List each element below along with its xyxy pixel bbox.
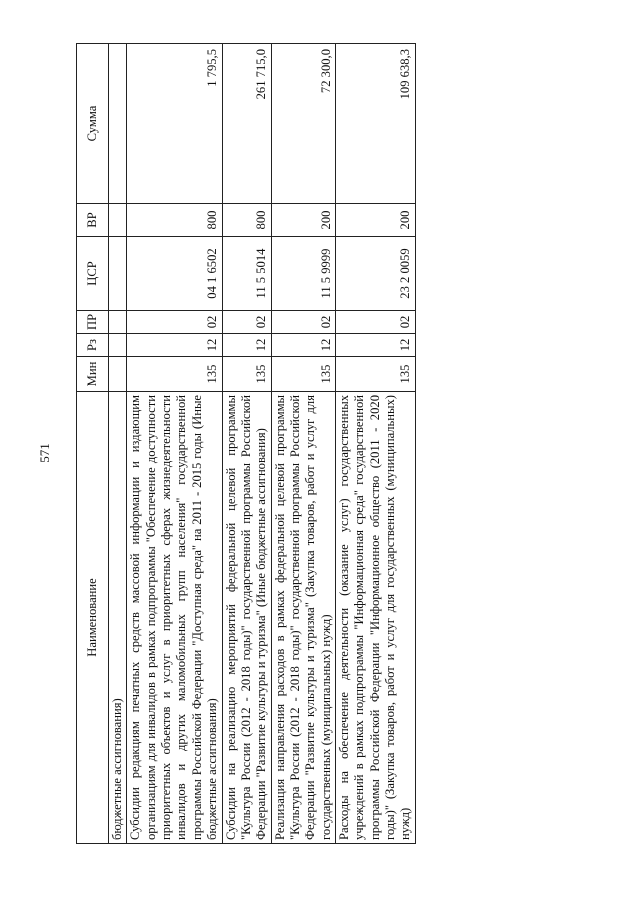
table-row [336,44,416,844]
header-pr: ПР [77,311,109,334]
row-csr: 04 1 6502 [127,237,222,311]
row-pr: 02 [222,311,271,334]
row-pr: 02 [271,311,335,334]
row-rz: 12 [222,334,271,357]
header-rz: Рз [77,334,109,357]
row-sum: 1 795,5 [127,44,222,204]
header-vr: ВР [77,204,109,237]
header-min: Мин [77,357,109,392]
row-csr: 23 2 0059 [336,237,416,311]
table-row [127,44,222,844]
budget-table-sheet [76,44,544,844]
row-min: 135 [222,357,271,392]
row-vr: 800 [222,204,271,237]
header-csr: ЦСР [77,237,109,311]
table-row [271,44,335,844]
row-rz: 12 [271,334,335,357]
row-sum: 72 300,0 [271,44,335,204]
budget-table [76,43,416,844]
row-min: 135 [271,357,335,392]
row-name: Субсидии на реализацию мероприятий федеральной целевой программы "Культура России (2012 - 2018 годы)" государственной программы Российской Федерации "Развитие культуры и туризма" (Иные бюджетные ассигнования) [222,392,271,844]
page-number: 571 [37,443,52,463]
row-csr: 11 5 5014 [222,237,271,311]
row-vr: 200 [271,204,335,237]
row-sum: 109 638,3 [336,44,416,204]
table-row [222,44,271,844]
row-rz: 12 [127,334,222,357]
row-name: Субсидии редакциям печатных средств массовой информации и издающим организациям для инвалидов в рамках подпрограммы "Обеспечение доступности приоритетных объектов и услуг в приоритетных сферах жизнедеятельности инвалидов и других маломобильных групп населения" государственной программы Российской Федерации "Доступная среда" на 2011 - 2015 годы (Иные бюджетные ассигнования) [127,392,222,844]
continuation-row [109,44,127,844]
row-csr: 11 5 9999 [271,237,335,311]
header-row [77,44,109,844]
row-sum: 261 715,0 [222,44,271,204]
row-pr: 02 [336,311,416,334]
row-vr: 200 [336,204,416,237]
row-pr: 02 [127,311,222,334]
row-name: Реализация направления расходов в рамках федеральной целевой программы "Культура России (2012 - 2018 годы)" государственной программы Российской Федерации "Развитие культуры и туризма" (Закупка товаров, работ и услуг для государственных (муниципальных) нужд) [271,392,335,844]
row-name: Расходы на обеспечение деятельности (оказание услуг) государственных учреждений в рамках подпрограммы "Информационная среда" государственной программы Российской Федерации "Информационное общество (2011 - 2020 годы)" (Закупка товаров, работ и услуг для государственных (муниципальных) нужд) [336,392,416,844]
row-min: 135 [127,357,222,392]
continuation-text: бюджетные ассигнования) [109,392,127,844]
row-min: 135 [336,357,416,392]
row-rz: 12 [336,334,416,357]
row-vr: 800 [127,204,222,237]
header-name: Наименование [77,392,109,844]
header-sum: Сумма [77,44,109,204]
